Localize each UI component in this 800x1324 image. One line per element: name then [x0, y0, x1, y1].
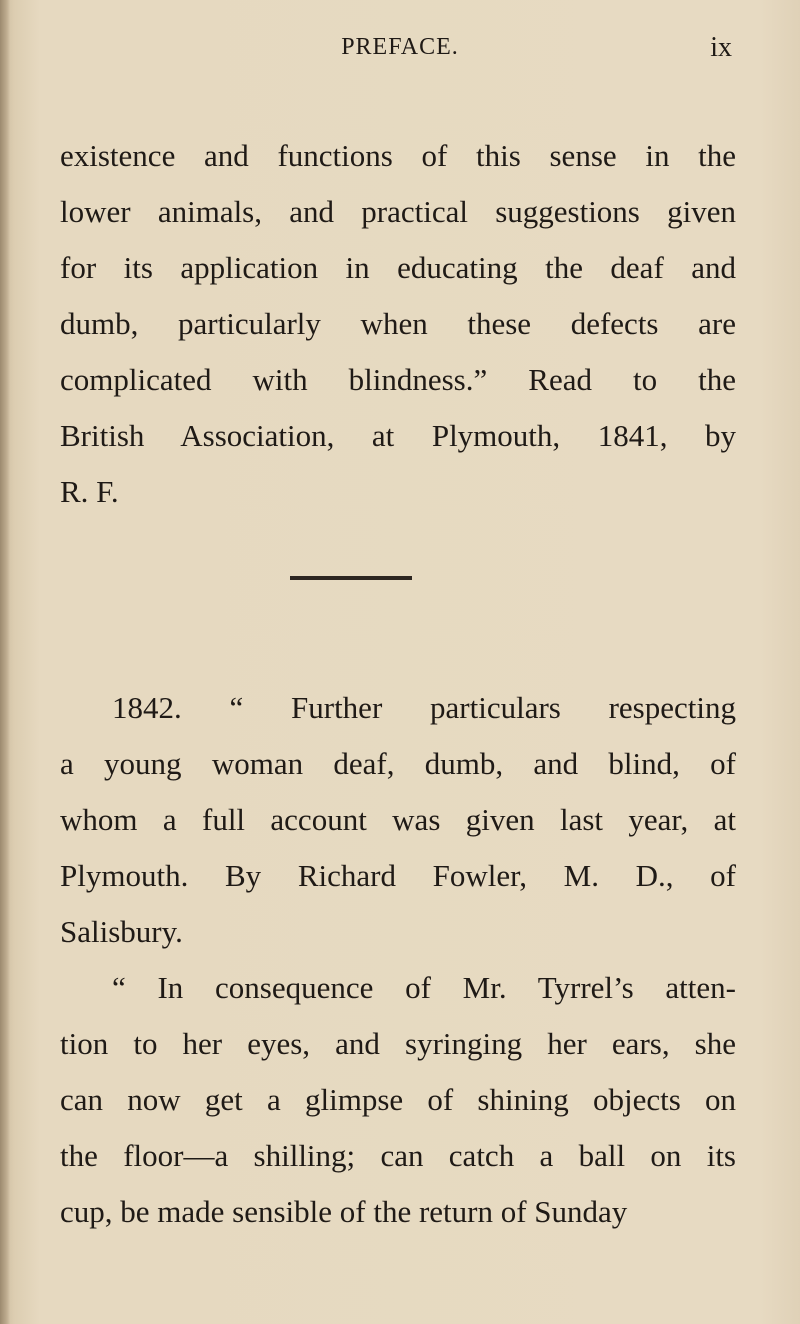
text-line: “ In consequence of Mr. Tyrrel’s atten- [112, 970, 736, 1005]
text-line: for its application in educating the deaf and [60, 250, 736, 285]
text-line: lower animals, and practical suggestions given [60, 194, 736, 229]
running-head [60, 30, 740, 70]
text-line: tion to her eyes, and syringing her ears, she [60, 1026, 736, 1061]
paragraph-3 [60, 960, 736, 1240]
running-title: PREFACE. [341, 34, 459, 60]
text-line: a young woman deaf, dumb, and blind, of [60, 746, 736, 781]
text-line: Plymouth. By Richard Fowler, M. D., of [60, 858, 736, 893]
text-line: cup, be made sensible of the return of Sunday [60, 1194, 628, 1229]
paragraph-2 [60, 680, 736, 960]
paragraph-1 [60, 128, 736, 520]
text-line: R. F. [60, 474, 119, 509]
text-line: existence and functions of this sense in the [60, 138, 736, 173]
page-spine-shadow [0, 0, 10, 1324]
text-line: the floor—a shilling; can catch a ball on its [60, 1138, 736, 1173]
text-line: 1842. “ Further particulars respecting [112, 690, 736, 725]
text-line: whom a full account was given last year, at [60, 802, 736, 837]
text-line: can now get a glimpse of shining objects on [60, 1082, 736, 1117]
text-line: Salisbury. [60, 914, 183, 949]
section-divider [290, 576, 412, 580]
text-line: dumb, particularly when these defects are [60, 306, 736, 341]
text-line: complicated with blindness.” Read to the [60, 362, 736, 397]
text-line: British Association, at Plymouth, 1841, by [60, 418, 736, 453]
page-number: ix [710, 32, 732, 63]
